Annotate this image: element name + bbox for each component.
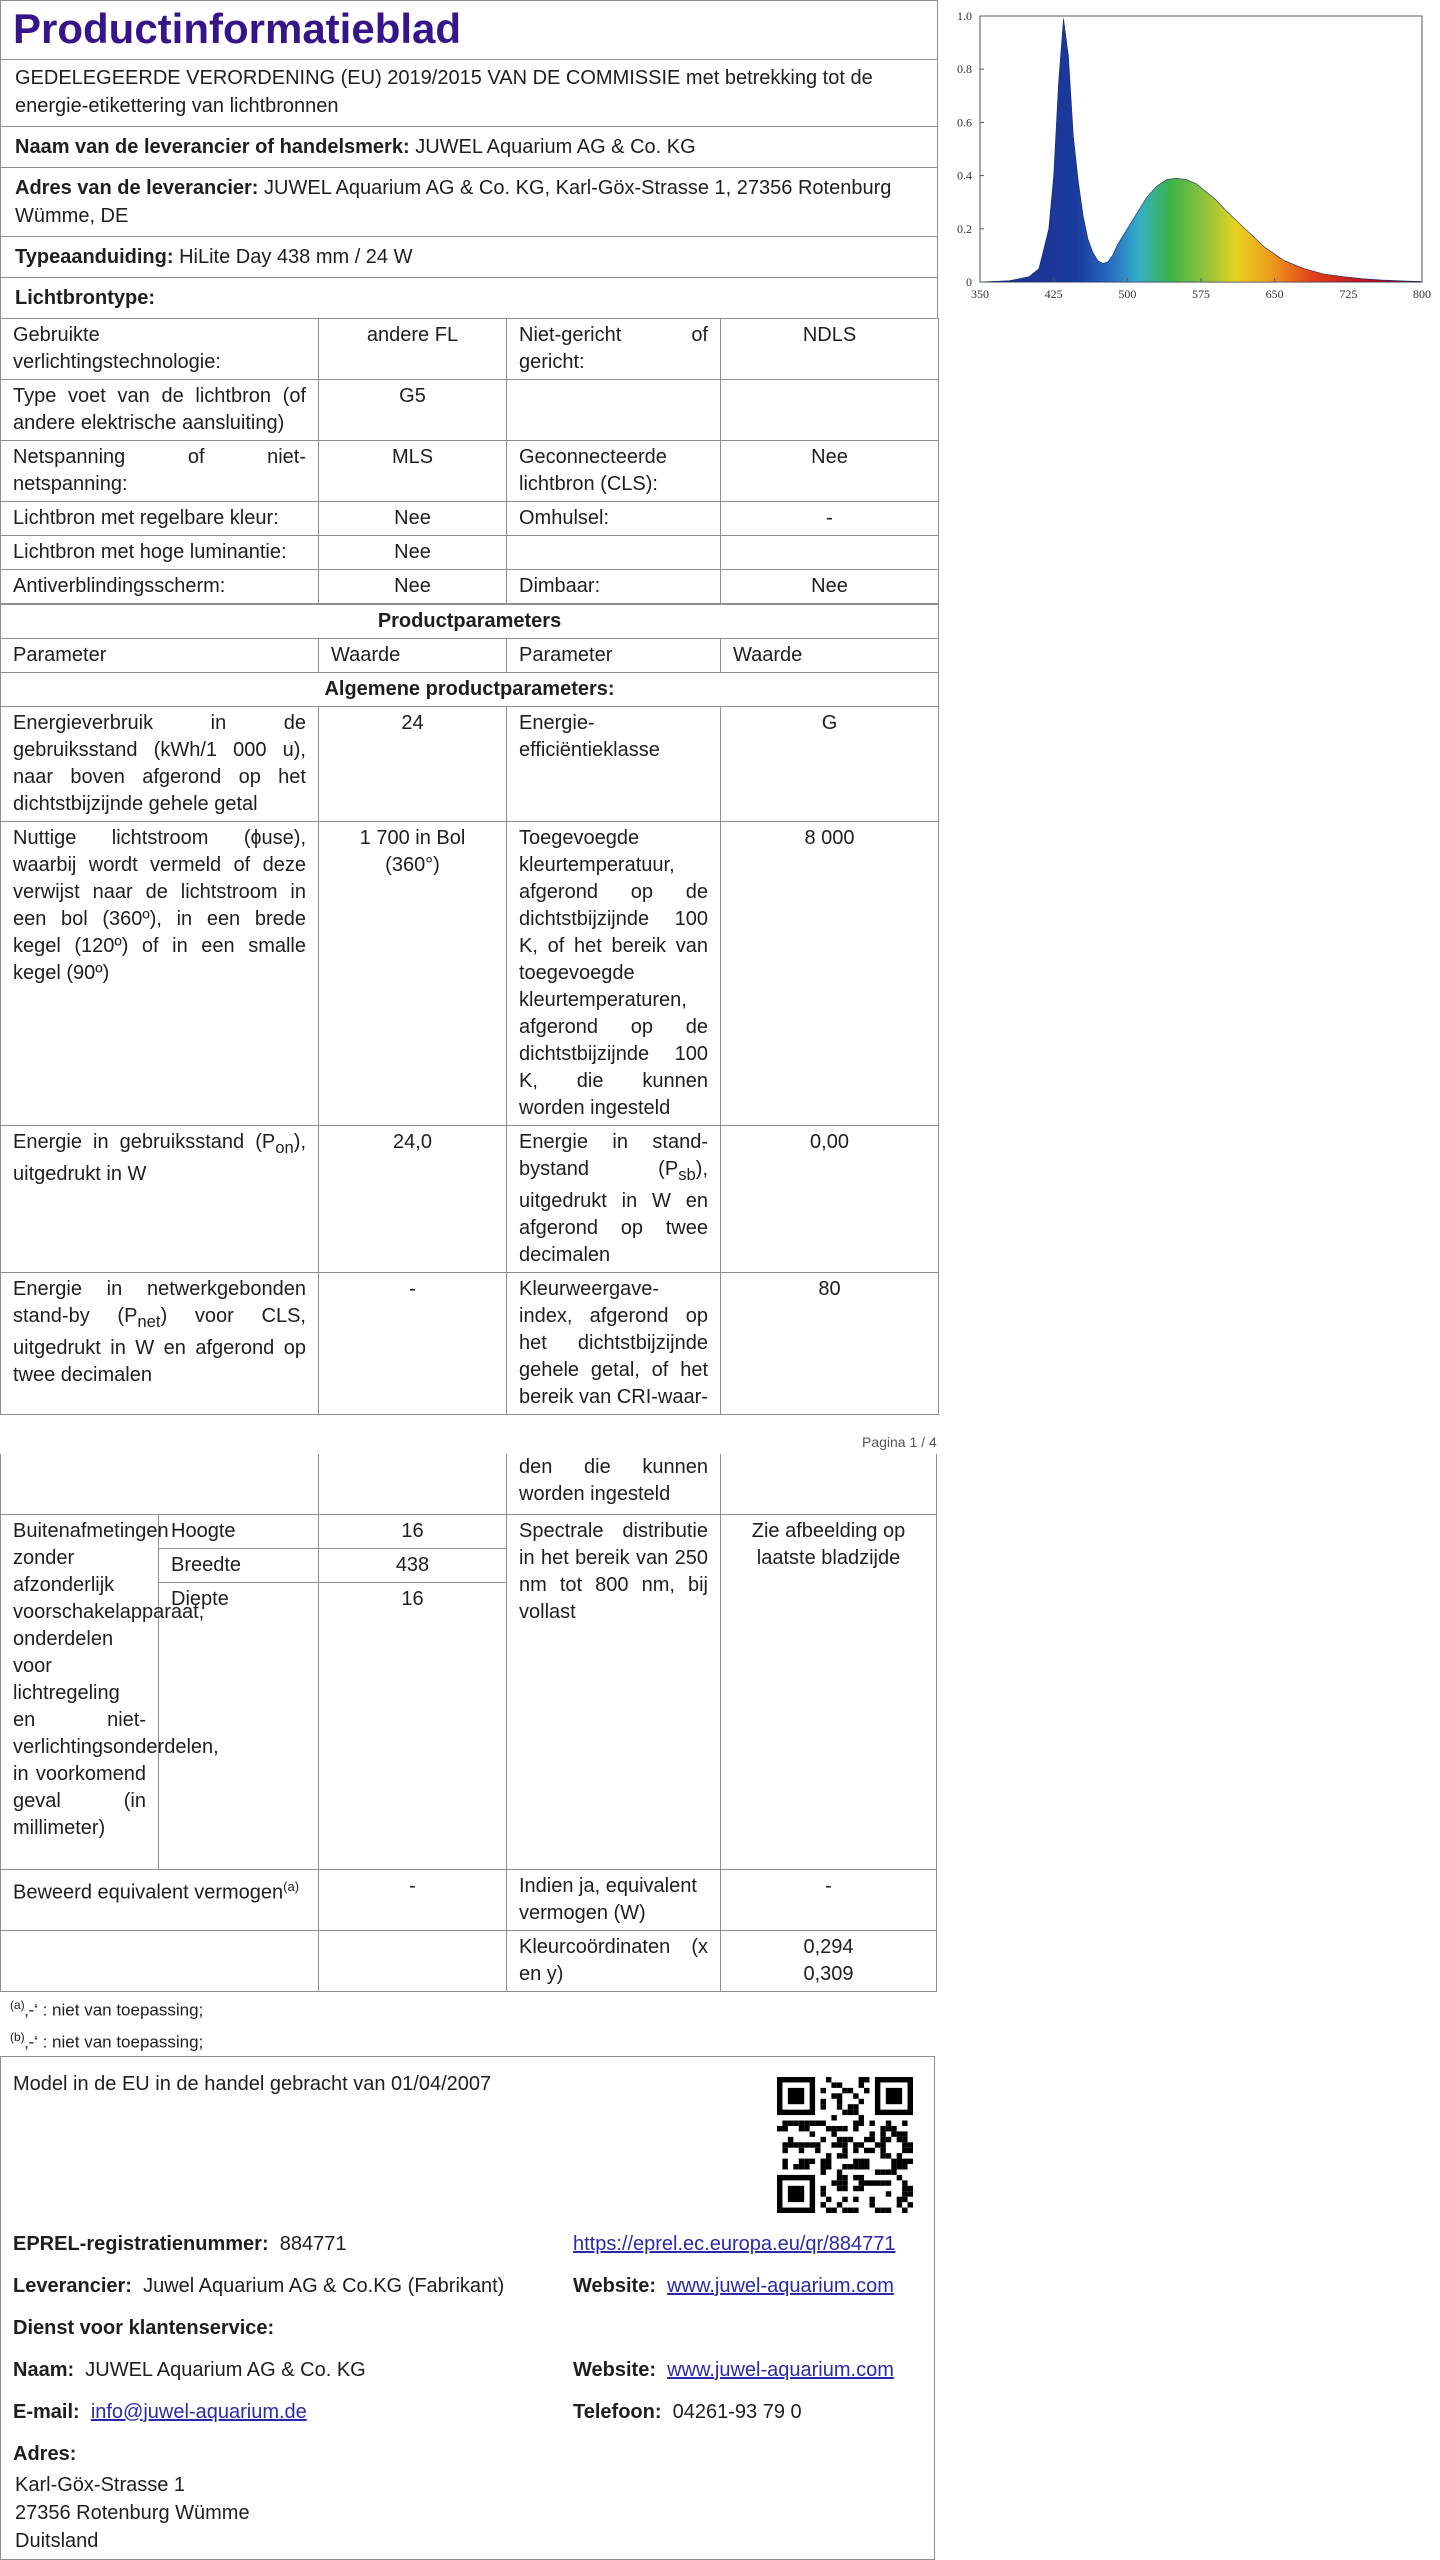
table-row — [1, 822, 939, 1126]
dim-name: Diepte — [159, 1583, 319, 1870]
param-label: Energieverbruik in de gebruiksstand (kWh/1 000 u), naar boven afgerond op het dichtstbijzijnde gehele getal — [1, 707, 319, 822]
param-label — [507, 380, 721, 441]
param-value: Nee — [319, 502, 507, 536]
footnote-b: $^{(b)}$‚-‘ : niet van toepassing; — [10, 2029, 204, 2052]
dim-value: 16 — [319, 1583, 507, 1870]
table-row — [1, 1515, 937, 1549]
param-value: G5 — [319, 380, 507, 441]
general-params-heading: Algemene productparameters: — [1, 673, 939, 707]
supplier-name-value: JUWEL Aquarium AG & Co. KG — [415, 136, 696, 158]
table-row — [1, 1454, 937, 1515]
table-row — [1, 1126, 939, 1273]
website-row: Website: www.juwel-aquarium.com — [573, 2275, 894, 2297]
table-row — [1, 502, 939, 536]
lightsource-table — [0, 318, 939, 604]
x-tick-label: 725 — [1339, 287, 1358, 301]
param-label — [507, 536, 721, 570]
param-label: Nuttige lichtstroom (ɸuse), waarbij wordt vermeld of deze verwijst naar de lichtstroom in een bol (360º), in een brede kegel (120º) of in een smalle kegel (90º) — [1, 822, 319, 1126]
equivalent-value: - — [319, 1870, 507, 1931]
spectral-chart-svg — [940, 2, 1440, 312]
param-value: 8 000 — [721, 822, 939, 1126]
y-tick-label: 0 — [966, 275, 972, 289]
y-tick-label: 0.6 — [957, 115, 972, 130]
supplier-address-row — [0, 167, 938, 236]
supplier-name-row — [0, 126, 938, 167]
spectral-value: Zie afbeelding op laatste bladzijde — [721, 1515, 937, 1870]
param-label: Geconnecteerde lichtbron (CLS): — [507, 441, 721, 502]
col-header-parameter-1: Parameter — [1, 639, 319, 673]
x-tick-label: 575 — [1192, 287, 1210, 301]
param-value: Nee — [721, 441, 939, 502]
chromaticity-label: Kleurcoördinaten (x en y) — [507, 1931, 721, 1992]
footnotes — [10, 1992, 203, 2055]
product-params-table — [0, 604, 939, 1415]
supplier-address-value: JUWEL Aquarium AG & Co. KG, Karl-Göx-Strasse 1, 27356 Rotenburg Wümme, DE — [15, 177, 892, 227]
adres-lines: Karl-Göx-Strasse 1 27356 Rotenburg Wümme Duitsland — [15, 2474, 250, 2552]
regulation-text: GEDELEGEERDE VERORDENING (EU) 2019/2015 VAN DE COMMISSIE met betrekking tot de energie-etikettering van lichtbronnen — [0, 59, 938, 126]
param-label: Type voet van de lichtbron (of andere elektrische aansluiting) — [1, 380, 319, 441]
table-row — [1, 319, 939, 380]
param-label: Energie in netwerkgebonden stand-by $(P_{net})$ voor CLS, uitgedrukt in W en afgerond op twee decimalen — [1, 1273, 319, 1415]
empty-cell — [1, 1454, 319, 1515]
email-row: E-mail: info@juwel-aquarium.de — [13, 2401, 307, 2423]
y-tick-label: 1.0 — [957, 9, 972, 23]
table-row — [1, 1870, 937, 1931]
type-designation-label: Typeaanduiding: — [15, 246, 174, 268]
dim-name: Hoogte — [159, 1515, 319, 1549]
param-label: Netspanning of niet-netspanning: — [1, 441, 319, 502]
param-label: Kleurweergave-index, afgerond op het dichtstbijzijnde gehele getal, of het bereik van CRI-waar- — [507, 1273, 721, 1415]
dim-name: Breedte — [159, 1549, 319, 1583]
leverancier-row: Leverancier: Juwel Aquarium AG & Co.KG (Fabrikant) — [13, 2275, 505, 2297]
param-value — [721, 536, 939, 570]
page-number: Pagina 1 / 4 — [862, 1434, 937, 1450]
footnote-a: $^{(a)}$‚-‘ : niet van toepassing; — [10, 1998, 204, 2020]
col-header-parameter-2: Parameter — [507, 639, 721, 673]
param-value: 24 — [319, 707, 507, 822]
param-label: Energie in gebruiksstand $(P_{on})$, uitgedrukt in W — [1, 1126, 319, 1273]
table-row — [1, 570, 939, 604]
y-tick-label: 0.4 — [957, 168, 972, 183]
param-label: Energie-efficiëntieklasse — [507, 707, 721, 822]
website-link[interactable]: www.juwel-aquarium.com — [667, 2275, 894, 2297]
equivalent-value-2: - — [721, 1870, 937, 1931]
param-label: Lichtbron met regelbare kleur: — [1, 502, 319, 536]
param-value: G — [721, 707, 939, 822]
table-row — [1, 707, 939, 822]
service-heading: Dienst voor klantenservice: — [13, 2317, 275, 2339]
telefoon-row: Telefoon: 04261-93 79 0 — [573, 2401, 802, 2423]
chromaticity-value: 0,294 0,309 — [721, 1931, 937, 1992]
footer-box — [0, 2056, 935, 2560]
param-value: MLS — [319, 441, 507, 502]
qr-code-icon — [777, 2077, 913, 2213]
param-value: 0,00 — [721, 1126, 939, 1273]
supplier-address-label: Adres van de leverancier: — [15, 177, 259, 199]
document-page — [0, 0, 938, 1415]
dim-value: 16 — [319, 1515, 507, 1549]
table-row — [1, 380, 939, 441]
lightsource-type-label: Lichtbrontype: — [0, 277, 938, 318]
spectral-chart — [940, 2, 1440, 312]
col-header-waarde-2: Waarde — [721, 639, 939, 673]
param-label: Lichtbron met hoge luminantie: — [1, 536, 319, 570]
param-label: Antiverblindingsscherm: — [1, 570, 319, 604]
empty-cell — [1, 1931, 319, 1992]
empty-cell — [319, 1931, 507, 1992]
param-value: NDLS — [721, 319, 939, 380]
product-params-heading: Productparameters — [1, 605, 939, 639]
table-row — [1, 1273, 939, 1415]
website2-link[interactable]: www.juwel-aquarium.com — [667, 2359, 894, 2381]
param-value: Nee — [319, 570, 507, 604]
type-designation-row — [0, 236, 938, 277]
param-label: Niet-gericht of gericht: — [507, 319, 721, 380]
continued-text: den die kunnen worden ingesteld — [507, 1454, 721, 1515]
col-header-waarde-1: Waarde — [319, 639, 507, 673]
supplier-name-label: Naam van de leverancier of handelsmerk: — [15, 136, 410, 158]
adres-label: Adres: — [13, 2443, 77, 2465]
empty-cell — [319, 1454, 507, 1515]
param-value: 80 — [721, 1273, 939, 1415]
param-label: Energie in stand-bystand $(P_{sb})$, uitgedrukt in W en afgerond op twee decimalen — [507, 1126, 721, 1273]
equivalent-label-2: Indien ja, equivalent vermogen (W) — [507, 1870, 721, 1931]
x-tick-label: 500 — [1118, 287, 1137, 301]
param-label: Omhulsel: — [507, 502, 721, 536]
equivalent-label: Beweerd equivalent vermogen$^{(a)}$ — [1, 1870, 319, 1931]
y-tick-label: 0.8 — [957, 62, 972, 77]
param-value: 1 700 in Bol (360°) — [319, 822, 507, 1126]
dimensions-label: Buitenafmetingen zonder afzonderlijk voorschakelapparaat, onderdelen voor lichtregeling en niet-verlichtingsonderdelen, in voorkomend geval (in millimeter) — [1, 1515, 159, 1870]
table-row — [1, 441, 939, 502]
x-tick-label: 350 — [971, 287, 989, 301]
param-value: - — [319, 1273, 507, 1415]
page-title: Productinformatieblad — [0, 0, 938, 59]
eprel-link[interactable]: https://eprel.ec.europa.eu/qr/884771 — [573, 2233, 896, 2255]
param-value: andere FL — [319, 319, 507, 380]
naam-row: Naam: JUWEL Aquarium AG & Co. KG — [13, 2359, 366, 2381]
param-value — [721, 380, 939, 441]
eprel-row: EPREL-registratienummer: 884771 — [13, 2233, 347, 2255]
param-value: 24,0 — [319, 1126, 507, 1273]
table-row — [1, 1931, 937, 1992]
email-link[interactable]: info@juwel-aquarium.de — [90, 2401, 307, 2423]
param-label: Dimbaar: — [507, 570, 721, 604]
param-value: Nee — [721, 570, 939, 604]
x-tick-label: 425 — [1044, 287, 1063, 301]
spectral-label: Spectrale distributie in het bereik van 250 nm tot 800 nm, bij vollast — [507, 1515, 721, 1870]
type-designation-value: HiLite Day 438 mm / 24 W — [179, 246, 413, 268]
model-text: Model in de EU in de handel gebracht van 01/04/2007 — [13, 2073, 492, 2095]
x-tick-label: 800 — [1413, 287, 1431, 301]
x-tick-label: 650 — [1265, 287, 1284, 301]
empty-cell — [721, 1454, 937, 1515]
param-label: Gebruikte verlichtingstechnologie: — [1, 319, 319, 380]
param-value: Nee — [319, 536, 507, 570]
dim-value: 438 — [319, 1549, 507, 1583]
website2-row: Website: www.juwel-aquarium.com — [573, 2359, 894, 2381]
table-row — [1, 536, 939, 570]
param-value: - — [721, 502, 939, 536]
param-label: Toegevoegde kleurtemperatuur, afgerond op de dichtstbijzijnde 100 K, of het bereik van toegevoegde kleurtemperaturen, afgerond op de dichtstbijzijnde 100 K, die kunnen worden ingesteld — [507, 822, 721, 1126]
continuation-table — [0, 1454, 937, 1992]
y-tick-label: 0.2 — [957, 221, 972, 236]
